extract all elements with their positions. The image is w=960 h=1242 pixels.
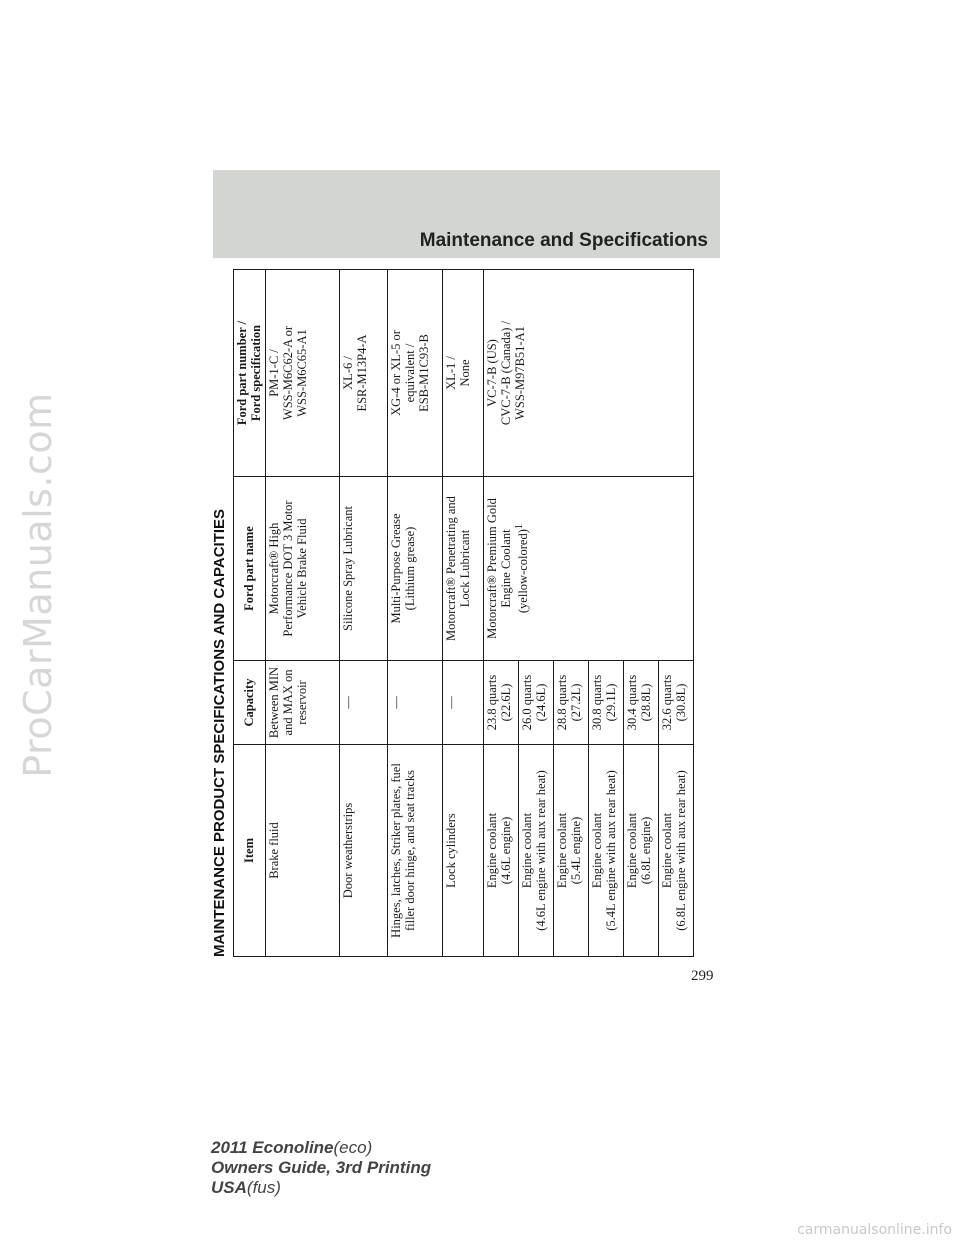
- table-row: [340, 270, 388, 957]
- cell-item: Engine coolant (6.8L engine with aux rear heat): [659, 745, 694, 957]
- cell-capacity: 23.8 quarts (22.6L): [484, 661, 519, 745]
- cell-part-number: XL-1 / None: [443, 270, 484, 477]
- section-header-band: [213, 170, 720, 258]
- cell-capacity: Between MIN and MAX on reservoir: [266, 661, 340, 745]
- cell-capacity: —: [388, 661, 443, 745]
- cell-capacity: 28.8 quarts (27.2L): [554, 661, 589, 745]
- cell-item: Engine coolant (4.6L engine): [484, 745, 519, 957]
- col-header-capacity: Capacity: [234, 661, 266, 745]
- bottom-watermark: carmanualsonline.info: [797, 1222, 952, 1238]
- cell-capacity: —: [443, 661, 484, 745]
- cell-capacity: 26.0 quarts (24.6L): [519, 661, 554, 745]
- footnote-mark: 1: [514, 523, 525, 530]
- cell-part-name: Motorcraft® High Performance DOT 3 Motor Vehicle Brake Fluid: [266, 477, 340, 661]
- cell-coolant-part-name: [484, 477, 694, 661]
- cell-item: Engine coolant (4.6L engine with aux rear heat): [519, 745, 554, 957]
- footer-region: USA: [211, 1178, 247, 1197]
- footer-model: 2011 Econoline: [211, 1138, 334, 1157]
- cell-coolant-part-number: VC-7-B (US) CVC-7-B (Canada) / WSS-M97B51-A1: [484, 270, 694, 477]
- table-row: [266, 270, 340, 957]
- cell-item: Brake fluid: [266, 745, 340, 957]
- table-title: MAINTENANCE PRODUCT SPECIFICATIONS AND CAPACITIES: [211, 508, 228, 957]
- cell-item: Engine coolant (5.4L engine with aux rear heat): [589, 745, 624, 957]
- cell-item: Lock cylinders: [443, 745, 484, 957]
- section-title: Maintenance and Specifications: [419, 230, 708, 251]
- cell-item: Engine coolant (5.4L engine): [554, 745, 589, 957]
- col-header-part-number: Ford part number / Ford specification: [234, 270, 266, 477]
- col-header-part-name: Ford part name: [234, 477, 266, 661]
- footer-model-code: (eco): [333, 1138, 373, 1157]
- cell-capacity: 30.8 quarts (29.1L): [589, 661, 624, 745]
- cell-part-number: PM-1-C / WSS-M6C62-A or WSS-M6C65-A1: [266, 270, 340, 477]
- cell-item: Engine coolant (6.8L engine): [624, 745, 659, 957]
- col-header-item: Item: [234, 745, 266, 957]
- cell-item: Hinges, latches, Striker plates, fuel filler door hinge, and seat tracks: [388, 745, 443, 957]
- cell-capacity: 30.4 quarts (28.8L): [624, 661, 659, 745]
- page-number: 299: [691, 968, 714, 984]
- footer-region-code: (fus): [246, 1178, 281, 1197]
- cell-part-name: Motorcraft® Penetrating and Lock Lubricant: [443, 477, 484, 661]
- cell-part-number: XL-6 / ESR-M13P4-A: [340, 270, 388, 477]
- footer-guide-edition: Owners Guide, 3rd Printing: [211, 1158, 432, 1177]
- specifications-table: [233, 269, 694, 957]
- table-row: [388, 270, 443, 957]
- table-row: [443, 270, 484, 957]
- rotated-table-region: [209, 270, 688, 957]
- table-header-row: [234, 270, 266, 957]
- cell-capacity: 32.6 quarts (30.8L): [659, 661, 694, 745]
- cell-part-number: XG-4 or XL-5 or equivalent / ESB-M1C93-B: [388, 270, 443, 477]
- table-row: [484, 270, 519, 957]
- coolant-part-name: Motorcraft® Premium Gold Engine Coolant (yellow-colored): [485, 498, 531, 639]
- cell-item: Door weatherstrips: [340, 745, 388, 957]
- document-footer: [211, 1138, 431, 1198]
- side-watermark: ProCarManuals.com: [16, 392, 60, 778]
- cell-part-name: Silicone Spray Lubricant: [340, 477, 388, 661]
- cell-part-name: Multi-Purpose Grease (Lithium grease): [388, 477, 443, 661]
- cell-capacity: —: [340, 661, 388, 745]
